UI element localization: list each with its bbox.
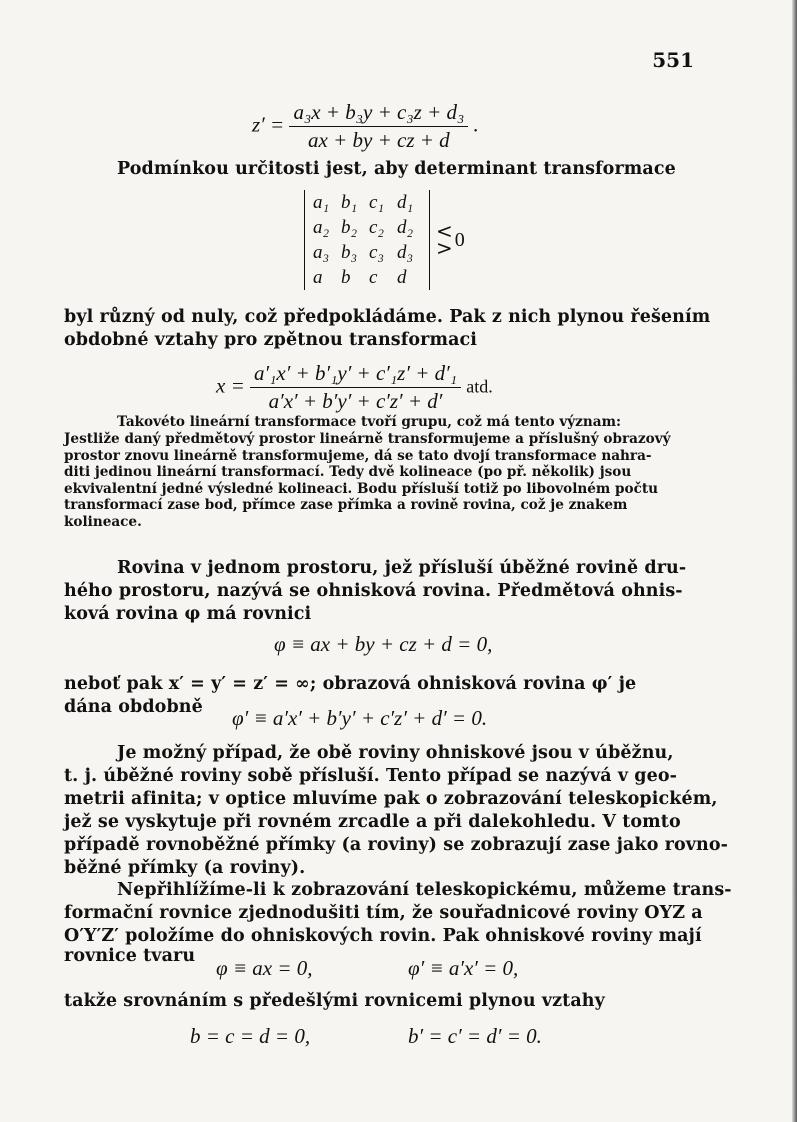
equation-phi: φ ≡ ax + by + cz + d = 0, bbox=[274, 632, 493, 656]
paragraph-after-determinant-line-2: obdobné vztahy pro zpětnou transformaci bbox=[64, 330, 478, 350]
paragraph-simplify-line-4: rovnice tvaru bbox=[64, 946, 196, 966]
paragraph-focal-plane-line-2: hého prostoru, nazývá se ohnisková rovina. Předmětová ohnis- bbox=[64, 581, 683, 601]
det-cell: b₃ bbox=[341, 241, 358, 263]
note-line-5: ekvivalentní jedné výsledné kolineaci. Bodu přísluší totiž po libovolném počtu bbox=[64, 481, 659, 497]
paragraph-after-determinant-line-1: byl různý od nuly, což předpokládáme. Pak z nich plynou řešením bbox=[64, 307, 711, 327]
scan-edge-shadow bbox=[792, 0, 797, 1122]
note-line-6: transformací zase bod, přímce zase přímka a rovině rovina, což je znakem bbox=[64, 497, 628, 513]
eq1-numerator: a₃x + b₃y + c₃z + d₃ bbox=[289, 100, 468, 127]
equation-x-inverse bbox=[216, 361, 493, 414]
det-relation: < > bbox=[436, 219, 453, 260]
paragraph-affinity-line-6: běžné přímky (a roviny). bbox=[64, 858, 306, 878]
note-line-7: kolineace. bbox=[64, 514, 142, 530]
paragraph-simplify-line-1: Nepřihlížíme-li k zobrazování teleskopickému, můžeme trans- bbox=[117, 880, 732, 900]
note-line-3: prostor znovu lineárně transformujeme, dá se tato dvojí transformace nahra- bbox=[64, 448, 652, 464]
eq2-denominator: a′x′ + b′y′ + c′z′ + d′ bbox=[268, 389, 443, 413]
det-cell: c₂ bbox=[369, 216, 385, 238]
eq2-tail: atd. bbox=[466, 376, 493, 397]
eq2-fraction bbox=[250, 361, 461, 414]
det-cell: d₁ bbox=[397, 191, 414, 213]
paragraph-simplify-line-2: formační rovnice zjednodušiti tím, že souřadnicové roviny OYZ a bbox=[64, 903, 703, 923]
equation-bcd-prime-zero: b′ = c′ = d′ = 0. bbox=[408, 1024, 542, 1048]
paragraph-focal-plane-line-3: ková rovina φ má rovnici bbox=[64, 604, 312, 624]
det-cell: b bbox=[341, 266, 351, 288]
paragraph-image-plane-line-2: dána obdobně bbox=[64, 697, 203, 717]
paragraph-affinity-line-2: t. j. úběžné roviny sobě přísluší. Tento případ se nazývá v geo- bbox=[64, 766, 678, 786]
det-cell: a bbox=[313, 266, 323, 288]
paragraph-simplify-line-3: O′Y′Z′ položíme do ohniskových rovin. Pak ohniskové roviny mají bbox=[64, 926, 702, 946]
note-line-4: diti jedinou lineární transformací. Tedy dvě kolineace (po př. několik) jsou bbox=[64, 464, 632, 480]
paragraph-determinant-intro: Podmínkou určitosti jest, aby determinant transformace bbox=[117, 159, 676, 179]
det-cell: a₁ bbox=[313, 191, 330, 213]
eq1-fraction bbox=[289, 100, 468, 153]
det-cell: c₁ bbox=[369, 191, 385, 213]
page-number: 551 bbox=[652, 48, 694, 72]
eq1-denominator: ax + by + cz + d bbox=[308, 128, 450, 152]
paragraph-affinity-line-4: jež se vyskytuje při rovném zrcadle a při dalekohledu. V tomto bbox=[64, 812, 681, 832]
det-zero: 0 bbox=[454, 228, 465, 251]
det-cell: d₃ bbox=[397, 241, 414, 263]
note-line-1: Takovéto lineární transformace tvoří grupu, což má tento význam: bbox=[117, 414, 621, 430]
paragraph-affinity-line-1: Je možný případ, že obě roviny ohniskové jsou v úběžnu, bbox=[117, 743, 674, 763]
equation-phi-prime: φ′ ≡ a′x′ + b′y′ + c′z′ + d′ = 0. bbox=[232, 706, 488, 730]
equation-z-prime bbox=[252, 100, 479, 153]
det-cell: c₃ bbox=[369, 241, 385, 263]
det-cell: d bbox=[397, 266, 407, 288]
paragraph-image-plane-line-1: neboť pak x′ = y′ = z′ = ∞; obrazová ohnisková rovina φ′ je bbox=[64, 674, 637, 694]
equation-phi-prime-ax: φ′ ≡ a′x′ = 0, bbox=[408, 956, 519, 980]
equation-phi-ax: φ ≡ ax = 0, bbox=[216, 956, 313, 980]
paragraph-relations: takže srovnáním s předešlými rovnicemi plynou vztahy bbox=[64, 991, 605, 1011]
det-cell: d₂ bbox=[397, 216, 414, 238]
det-cell: c bbox=[369, 266, 378, 288]
equation-bcd-zero: b = c = d = 0, bbox=[190, 1024, 311, 1048]
paragraph-focal-plane-line-1: Rovina v jednom prostoru, jež přísluší úběžné rovině dru- bbox=[117, 558, 687, 578]
det-cell: a₃ bbox=[313, 241, 330, 263]
determinant-matrix bbox=[304, 190, 430, 290]
eq2-numerator: a′₁x′ + b′₁y′ + c′₁z′ + d′₁ bbox=[250, 361, 461, 388]
det-cell: b₁ bbox=[341, 191, 358, 213]
paragraph-affinity-line-5: případě rovnoběžné přímky (a roviny) se zobrazují zase jako rovno- bbox=[64, 835, 729, 855]
determinant bbox=[304, 190, 465, 290]
note-line-2: Jestliže daný předmětový prostor lineárně transformujeme a příslušný obrazový bbox=[64, 431, 671, 447]
eq1-lhs: z′ = bbox=[252, 112, 285, 137]
eq1-tail: . bbox=[473, 112, 479, 137]
det-cell: a₂ bbox=[313, 216, 330, 238]
paragraph-affinity-line-3: metrii afinita; v optice mluvíme pak o zobrazování teleskopickém, bbox=[64, 789, 718, 809]
eq2-lhs: x = bbox=[216, 373, 245, 398]
det-cell: b₂ bbox=[341, 216, 358, 238]
